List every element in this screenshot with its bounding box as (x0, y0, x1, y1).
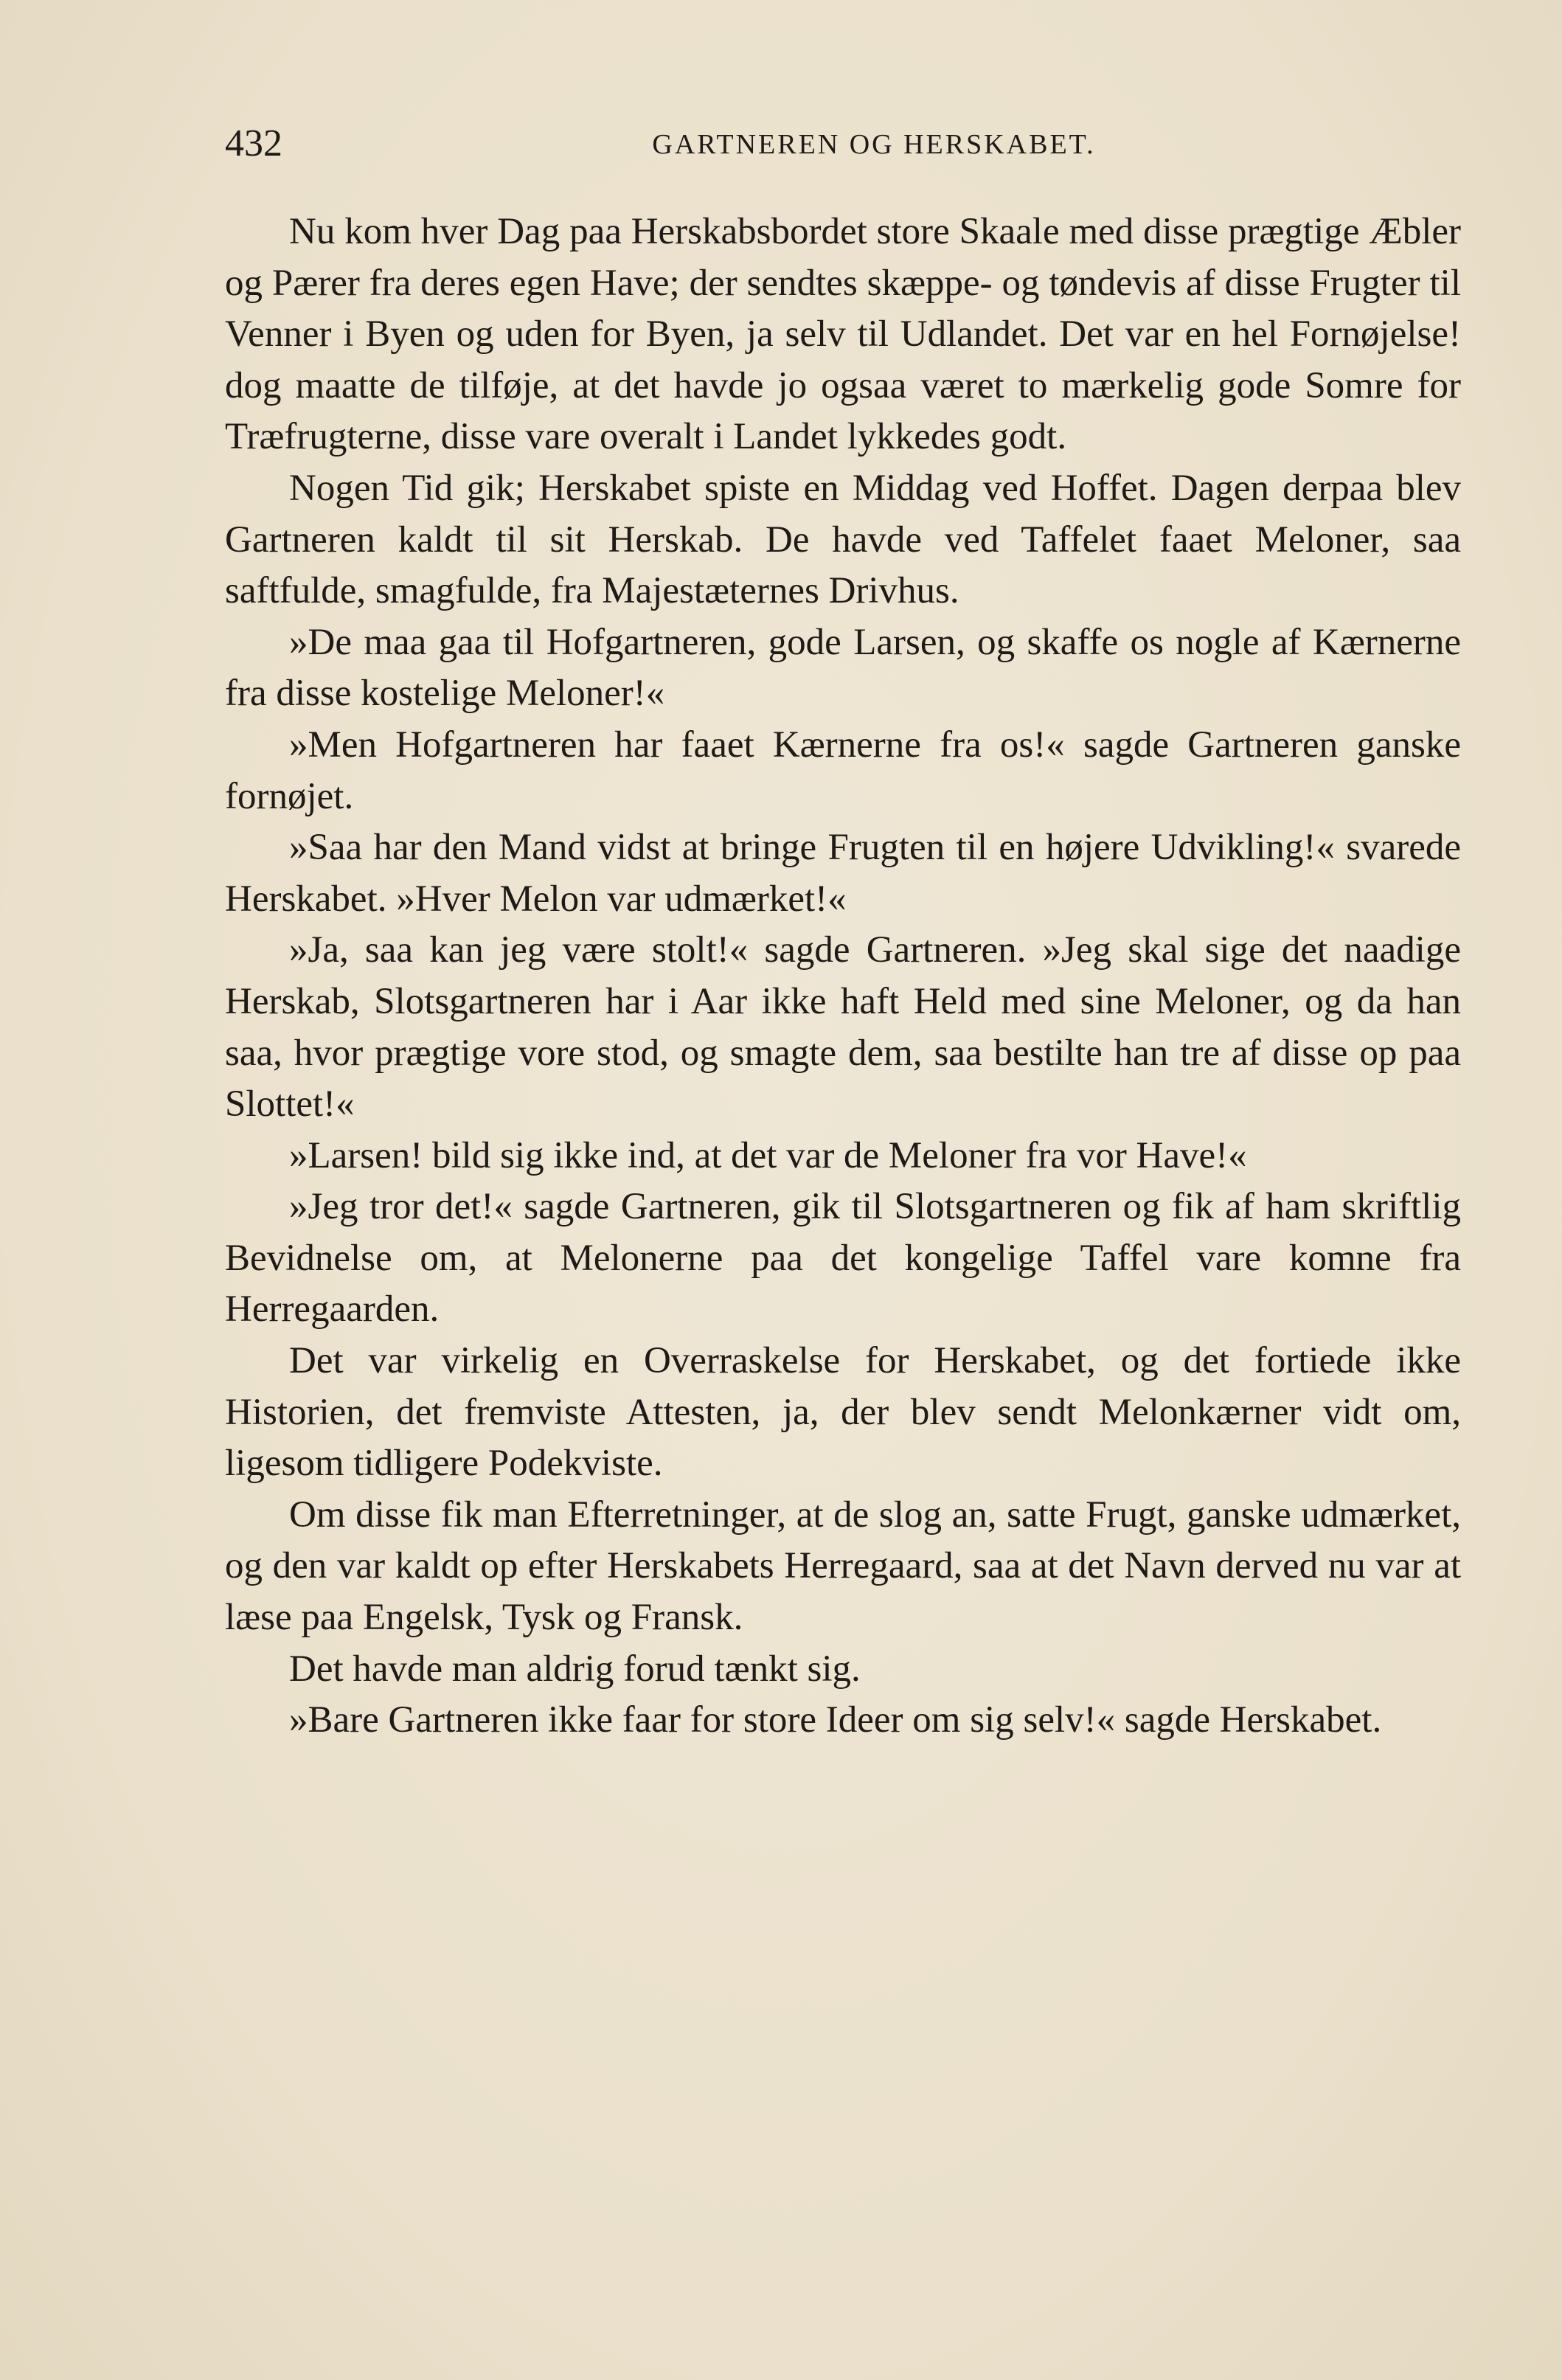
paragraph: »Men Hofgartneren har faaet Kærnerne fra os!« sagde Gartneren ganske fornøjet. (225, 724, 1461, 817)
running-title: GARTNEREN OG HERSKABET. (652, 129, 1096, 160)
paragraph: »Bare Gartneren ikke faar for store Ideer om sig selv!« sagde Herskabet. (289, 1699, 1382, 1741)
paragraph: »De maa gaa til Hofgartneren, gode Larsen, og skaffe os nogle af Kærnerne fra disse kostelige Meloner!« (225, 621, 1461, 715)
paragraph: Det havde man aldrig forud tænkt sig. (289, 1648, 861, 1690)
paragraph: Om disse fik man Efterretninger, at de slog an, satte Frugt, ganske udmærket, og den var kaldt op efter Herskabets Herregaard, saa at det Navn derved nu var at læse paa Engelsk, Tysk og Fransk. (225, 1493, 1461, 1639)
page-number: 432 (225, 122, 282, 164)
paragraph: »Larsen! bild sig ikke ind, at det var de Meloner fra vor Have!« (289, 1134, 1247, 1176)
page-header (225, 118, 1464, 170)
paragraph: »Saa har den Mand vidst at bringe Frugten til en højere Udvikling!« svarede Herskabet. »Hver Melon var udmærket!« (225, 827, 1461, 920)
body-text (225, 207, 1461, 1746)
paragraph: Nogen Tid gik; Herskabet spiste en Middag ved Hoffet. Dagen derpaa blev Gartneren kaldt til sit Herskab. De havde ved Taffelet faaet Meloner, saa saftfulde, smagfulde, fra Majestæternes Drivhus. (225, 467, 1461, 612)
paragraph: »Jeg tror det!« sagde Gartneren, gik til Slotsgartneren og fik af ham skriftlig Bevidnelse om, at Melonerne paa det kongelige Taffel vare komne fra Herregaarden. (225, 1186, 1461, 1330)
paragraph: Det var virkelig en Overraskelse for Herskabet, og det fortiede ikke Historien, det fremviste Attesten, ja, der blev sendt Melonkærner vidt om, ligesom tidligere Podekviste. (225, 1340, 1461, 1485)
paragraph: Nu kom hver Dag paa Herskabsbordet store Skaale med disse prægtige Æbler og Pærer fra deres egen Have; der sendtes skæppe- og tøndevis af disse Frugter til Venner i Byen og uden for Byen, ja selv til Udlandet. Det var en hel Fornøjelse! dog maatte de tilføje, at det havde jo ogsaa været to mærkelig gode Somre for Træfrugterne, disse vare overalt i Landet lykkedes godt. (225, 211, 1461, 458)
paragraph: »Ja, saa kan jeg være stolt!« sagde Gartneren. »Jeg skal sige det naadige Herskab, Slotsgartneren har i Aar ikke haft Held med sine Meloner, og da han saa, hvor prægtige vore stod, og smagte dem, saa bestilte han tre af disse op paa Slottet!« (225, 929, 1461, 1125)
